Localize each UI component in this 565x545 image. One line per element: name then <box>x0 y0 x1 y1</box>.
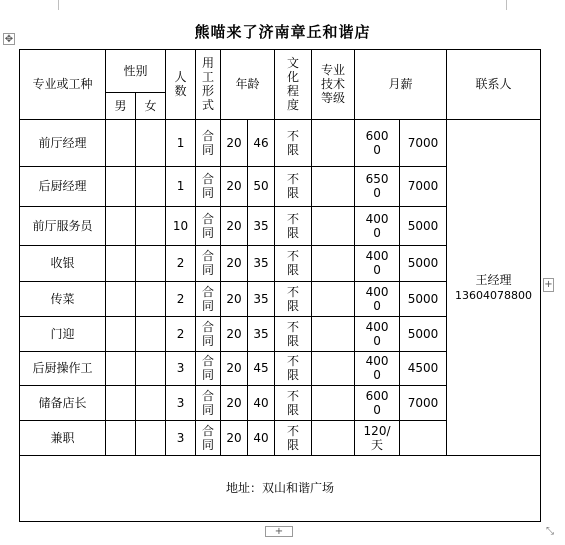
header-employment: 用工形式 <box>196 50 221 120</box>
job-cell: 前厅服务员 <box>20 207 106 246</box>
job-cell: 前厅经理 <box>20 120 106 167</box>
age-min-cell: 20 <box>221 246 248 282</box>
employment-cell: 合同 <box>196 282 221 317</box>
job-cell: 收银 <box>20 246 106 282</box>
job-cell: 门迎 <box>20 317 106 352</box>
employment-cell: 合同 <box>196 352 221 386</box>
header-age: 年龄 <box>221 50 275 120</box>
age-min-cell: 20 <box>221 352 248 386</box>
job-cell: 兼职 <box>20 421 106 456</box>
skill-level-cell <box>312 421 355 456</box>
salary-max-cell: 5000 <box>400 282 447 317</box>
education-cell: 不限 <box>275 352 312 386</box>
employment-cell: 合同 <box>196 421 221 456</box>
salary-min-cell: 6000 <box>355 386 400 421</box>
male-cell <box>106 246 136 282</box>
age-max-cell: 46 <box>248 120 275 167</box>
female-cell <box>136 317 166 352</box>
count-cell: 3 <box>166 352 196 386</box>
skill-level-cell <box>312 167 355 207</box>
header-male: 男 <box>106 93 136 120</box>
header-education: 文化程度 <box>275 50 312 120</box>
male-cell <box>106 207 136 246</box>
skill-level-cell <box>312 207 355 246</box>
skill-level-cell <box>312 246 355 282</box>
job-cell: 后厨经理 <box>20 167 106 207</box>
employment-cell: 合同 <box>196 317 221 352</box>
male-cell <box>106 421 136 456</box>
age-max-cell: 50 <box>248 167 275 207</box>
page-corner-mark-right <box>506 0 507 10</box>
header-female: 女 <box>136 93 166 120</box>
salary-max-cell: 5000 <box>400 246 447 282</box>
salary-min-cell: 4000 <box>355 317 400 352</box>
education-cell: 不限 <box>275 207 312 246</box>
count-cell: 2 <box>166 317 196 352</box>
table-move-handle-icon[interactable]: ✥ <box>4 34 14 45</box>
employment-cell: 合同 <box>196 246 221 282</box>
job-cell: 储备店长 <box>20 386 106 421</box>
skill-level-cell <box>312 120 355 167</box>
skill-level-cell <box>312 386 355 421</box>
table-resize-icon[interactable]: ⤡ <box>546 526 554 537</box>
age-max-cell: 35 <box>248 317 275 352</box>
count-cell: 10 <box>166 207 196 246</box>
age-min-cell: 20 <box>221 421 248 456</box>
header-contact: 联系人 <box>447 50 541 120</box>
salary-min-cell: 4000 <box>355 246 400 282</box>
employment-cell: 合同 <box>196 386 221 421</box>
education-cell: 不限 <box>275 246 312 282</box>
salary-max-cell: 5000 <box>400 317 447 352</box>
count-cell: 1 <box>166 167 196 207</box>
salary-max-cell: 7000 <box>400 167 447 207</box>
female-cell <box>136 167 166 207</box>
document-title: 熊喵来了济南章丘和谐店 <box>194 23 371 41</box>
salary-min-cell: 6500 <box>355 167 400 207</box>
salary-max-cell: 4500 <box>400 352 447 386</box>
age-min-cell: 20 <box>221 167 248 207</box>
contact-phone: 13604078800 <box>455 288 533 302</box>
add-row-plus-icon[interactable]: + <box>265 526 293 537</box>
age-min-cell: 20 <box>221 386 248 421</box>
male-cell <box>106 282 136 317</box>
education-cell: 不限 <box>275 386 312 421</box>
salary-min-cell: 4000 <box>355 352 400 386</box>
male-cell <box>106 386 136 421</box>
age-max-cell: 40 <box>248 386 275 421</box>
count-cell: 2 <box>166 282 196 317</box>
female-cell <box>136 386 166 421</box>
male-cell <box>106 167 136 207</box>
education-cell: 不限 <box>275 167 312 207</box>
education-cell: 不限 <box>275 317 312 352</box>
job-cell: 后厨操作工 <box>20 352 106 386</box>
address-row <box>20 456 541 522</box>
count-cell: 1 <box>166 120 196 167</box>
table-row <box>20 120 541 167</box>
age-min-cell: 20 <box>221 120 248 167</box>
female-cell <box>136 282 166 317</box>
salary-max-cell <box>400 421 447 456</box>
education-cell: 不限 <box>275 421 312 456</box>
age-max-cell: 35 <box>248 207 275 246</box>
female-cell <box>136 246 166 282</box>
recruitment-table <box>19 49 541 522</box>
count-cell: 3 <box>166 386 196 421</box>
header-gender: 性别 <box>106 50 166 93</box>
header-salary: 月薪 <box>355 50 447 120</box>
female-cell <box>136 421 166 456</box>
employment-cell: 合同 <box>196 120 221 167</box>
age-min-cell: 20 <box>221 207 248 246</box>
contact-name: 王经理 <box>475 272 512 287</box>
count-cell: 2 <box>166 246 196 282</box>
add-column-plus-icon[interactable]: + <box>544 279 553 290</box>
salary-min-cell: 6000 <box>355 120 400 167</box>
age-max-cell: 35 <box>248 282 275 317</box>
salary-max-cell: 7000 <box>400 120 447 167</box>
skill-level-cell <box>312 317 355 352</box>
salary-min-cell: 120/天 <box>355 421 400 456</box>
male-cell <box>106 352 136 386</box>
male-cell <box>106 120 136 167</box>
header-count: 人数 <box>166 50 196 120</box>
female-cell <box>136 352 166 386</box>
contact-cell <box>447 120 541 456</box>
salary-max-cell: 5000 <box>400 207 447 246</box>
age-min-cell: 20 <box>221 282 248 317</box>
age-min-cell: 20 <box>221 317 248 352</box>
page-corner-mark-left <box>58 0 59 10</box>
male-cell <box>106 317 136 352</box>
education-cell: 不限 <box>275 120 312 167</box>
education-cell: 不限 <box>275 282 312 317</box>
salary-max-cell: 7000 <box>400 386 447 421</box>
salary-min-cell: 4000 <box>355 282 400 317</box>
age-max-cell: 35 <box>248 246 275 282</box>
female-cell <box>136 207 166 246</box>
header-job: 专业或工种 <box>20 50 106 120</box>
female-cell <box>136 120 166 167</box>
count-cell: 3 <box>166 421 196 456</box>
salary-min-cell: 4000 <box>355 207 400 246</box>
address-cell: 地址：双山和谐广场 <box>20 456 541 522</box>
skill-level-cell <box>312 282 355 317</box>
job-cell: 传菜 <box>20 282 106 317</box>
age-max-cell: 40 <box>248 421 275 456</box>
header-skill-level: 专业技术等级 <box>312 50 355 120</box>
employment-cell: 合同 <box>196 207 221 246</box>
employment-cell: 合同 <box>196 167 221 207</box>
skill-level-cell <box>312 352 355 386</box>
age-max-cell: 45 <box>248 352 275 386</box>
